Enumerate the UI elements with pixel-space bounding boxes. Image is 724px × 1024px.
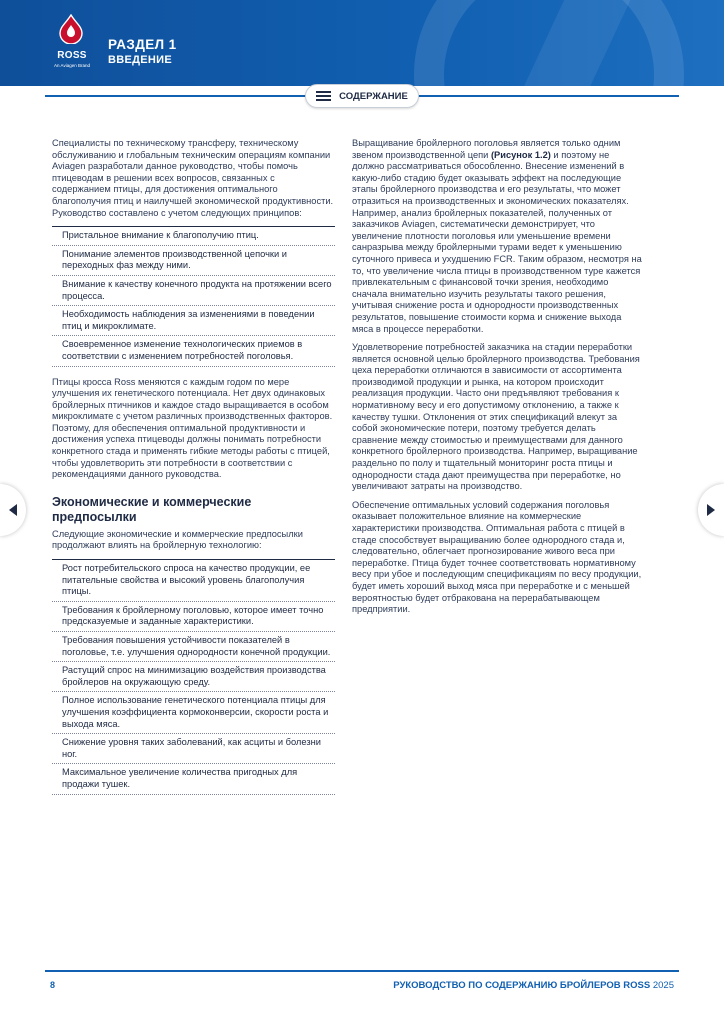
footer-title-text: РУКОВОДСТВО ПО СОДЕРЖАНИЮ БРОЙЛЕРОВ ROSS	[393, 980, 651, 991]
economics-heading: Экономические и коммерческие предпосылки	[52, 494, 252, 524]
logo-tagline: An Aviagen Brand	[54, 63, 90, 68]
contents-label: СОДЕРЖАНИЕ	[339, 90, 408, 102]
list-item: Рост потребительского спроса на качество продукции, ее питательные свойства и высокий уровень благополучия птицы.	[52, 560, 335, 602]
list-item: Максимальное увеличение количества пригодных для продажи тушек.	[52, 764, 335, 794]
ross-drop-icon	[56, 14, 86, 44]
section-subtitle: ВВЕДЕНИЕ	[108, 54, 172, 66]
production-chain-paragraph	[352, 138, 642, 335]
intro-paragraph: Специалисты по техническому трансферу, техническому обслуживанию и глобальным техническим операциям компании Aviagen разработали данное руководство, чтобы помочь птицеводам в решении всех вопросов, связанных с содержанием птицы, для достижения оптимального благополучия птиц и наилучшей экономической продуктивности. Руководство составлено с учетом следующих принципов:	[52, 138, 334, 218]
list-item: Полное использование генетического потенциала птицы для улучшения коэффициента кормоконверсии, скорости роста и выхода мяса.	[52, 692, 335, 734]
header-band	[0, 0, 724, 86]
conditions-paragraph: Обеспечение оптимальных условий содержания поголовья оказывает положительное влияние на коммерческие характеристики производства. Оптимальная работа с птицей в стаде способствует выращиванию более однородного стада и, следовательно, облегчает прогнозирование живого веса при переработке. Птица будет точнее соответствовать нормативному весу при убое и последующим спецификациям по весу продукции, будет иметь хороший выход мяса при переработке и с меньшей вероятностью будет отбракована на перерабатывающем предприятии.	[352, 499, 642, 615]
footer-year: 2025	[652, 980, 674, 991]
list-item: Понимание элементов производственной цепочки и переходных фаз между ними.	[52, 246, 335, 276]
triangle-left-icon	[8, 503, 18, 517]
triangle-right-icon	[706, 503, 716, 517]
list-item: Требования повышения устойчивости показателей в поголовье, т.е. улучшения однородности конечной продукции.	[52, 632, 335, 662]
right-column	[352, 138, 642, 623]
section-title: РАЗДЕЛ 1	[108, 37, 177, 52]
next-page-button[interactable]	[698, 484, 724, 536]
page-number: 8	[50, 980, 56, 990]
principles-list	[52, 226, 335, 366]
list-item: Снижение уровня таких заболеваний, как асциты и болезни ног.	[52, 734, 335, 764]
list-item: Требования к бройлерному поголовью, которое имеет точно предсказуемые и заданные характеристики.	[52, 602, 335, 632]
logo-wordmark: ROSS	[57, 50, 87, 61]
footer-divider	[45, 970, 679, 972]
list-item: Необходимость наблюдения за изменениями в поведении птиц и микроклимате.	[52, 306, 335, 336]
economics-intro: Следующие экономические и коммерческие предпосылки продолжают влиять на бройлерную технологию:	[52, 528, 303, 551]
paragraph-text: Выращивание бройлерного поголовья является только одним звеном производственной цепи	[352, 138, 621, 160]
list-item: Своевременное изменение технологических приемов в соответствии с изменением потребностей поголовья.	[52, 336, 335, 366]
contents-button[interactable]	[305, 84, 419, 108]
list-item: Растущий спрос на минимизацию воздействия производства бройлеров на окружающую среду.	[52, 662, 335, 692]
menu-icon	[316, 91, 331, 101]
list-item: Внимание к качеству конечного продукта на протяжении всего процесса.	[52, 276, 335, 306]
processing-paragraph: Удовлетворение потребностей заказчика на стадии переработки является основной целью бройлерного производства. Требования цеха переработки отличаются в зависимости от ассортимента производимой продукции и рынка, на котором происходит реализация продукции. Часто они предъявляют требования к нормативному весу и его допустимому отклонению, а также к качеству тушки. Отклонения от этих спецификаций влекут за собой экономические потери, поэтому требуется делать сравнение между стоимостью и преимуществами для данного конкретного бройлерного производства. Например, выращивание раздельно по полу и тщательный мониторинг роста птицы и однородности стада дают преимущества при переработке, но увеличивают затраты на производство.	[352, 342, 640, 492]
figure-reference-link[interactable]: (Рисунок 1.2)	[490, 149, 551, 160]
paragraph-text: и поэтому не должно рассматриваться обособленно. Внесение изменений в какую-либо стадию будет оказывать эффект на последующие этапы бройлерного производства и его результаты, что может отразиться на производственных и экономических показателях. Например, анализ бройлерных показателей, полученных от заказчиков Aviagen, систематически демонстрирует, что увеличение плотности поголовья или уменьшение времени санразрыва между бройлерными турами ведет к уменьшению суточного привеса и ухудшению FCR. Таким образом, несмотря на то, что увеличение числа птицы в производственном туре кажется привлекательным с финансовой точки зрения, необходимо сначала внимательно изучить результаты такого решения, учитывая снижение роста и однородности производственных результатов, повышение стоимости корма и снижение выхода мяса в процессе переработки.	[352, 149, 642, 334]
footer-title	[393, 980, 674, 991]
premises-list	[52, 559, 335, 795]
genetics-paragraph: Птицы кросса Ross меняются с каждым годом по мере улучшения их генетического потенциала. Нет двух одинаковых бройлерных птичников и каждое стадо выращивается в особом микроклимате с учетом различных производственных факторов. Поэтому, для обеспечения оптимальной продуктивности и достижения успеха птицеводы должны понимать потребности конкретного стада и применять гибкие методы работы с птицей, чтобы удовлетворить эти потребности в соответствии с рекомендациями данного руководства.	[52, 376, 333, 480]
left-column	[52, 138, 335, 805]
list-item: Пристальное внимание к благополучию птиц.	[52, 227, 335, 246]
ross-logo[interactable]	[50, 14, 94, 80]
previous-page-button[interactable]	[0, 484, 26, 536]
